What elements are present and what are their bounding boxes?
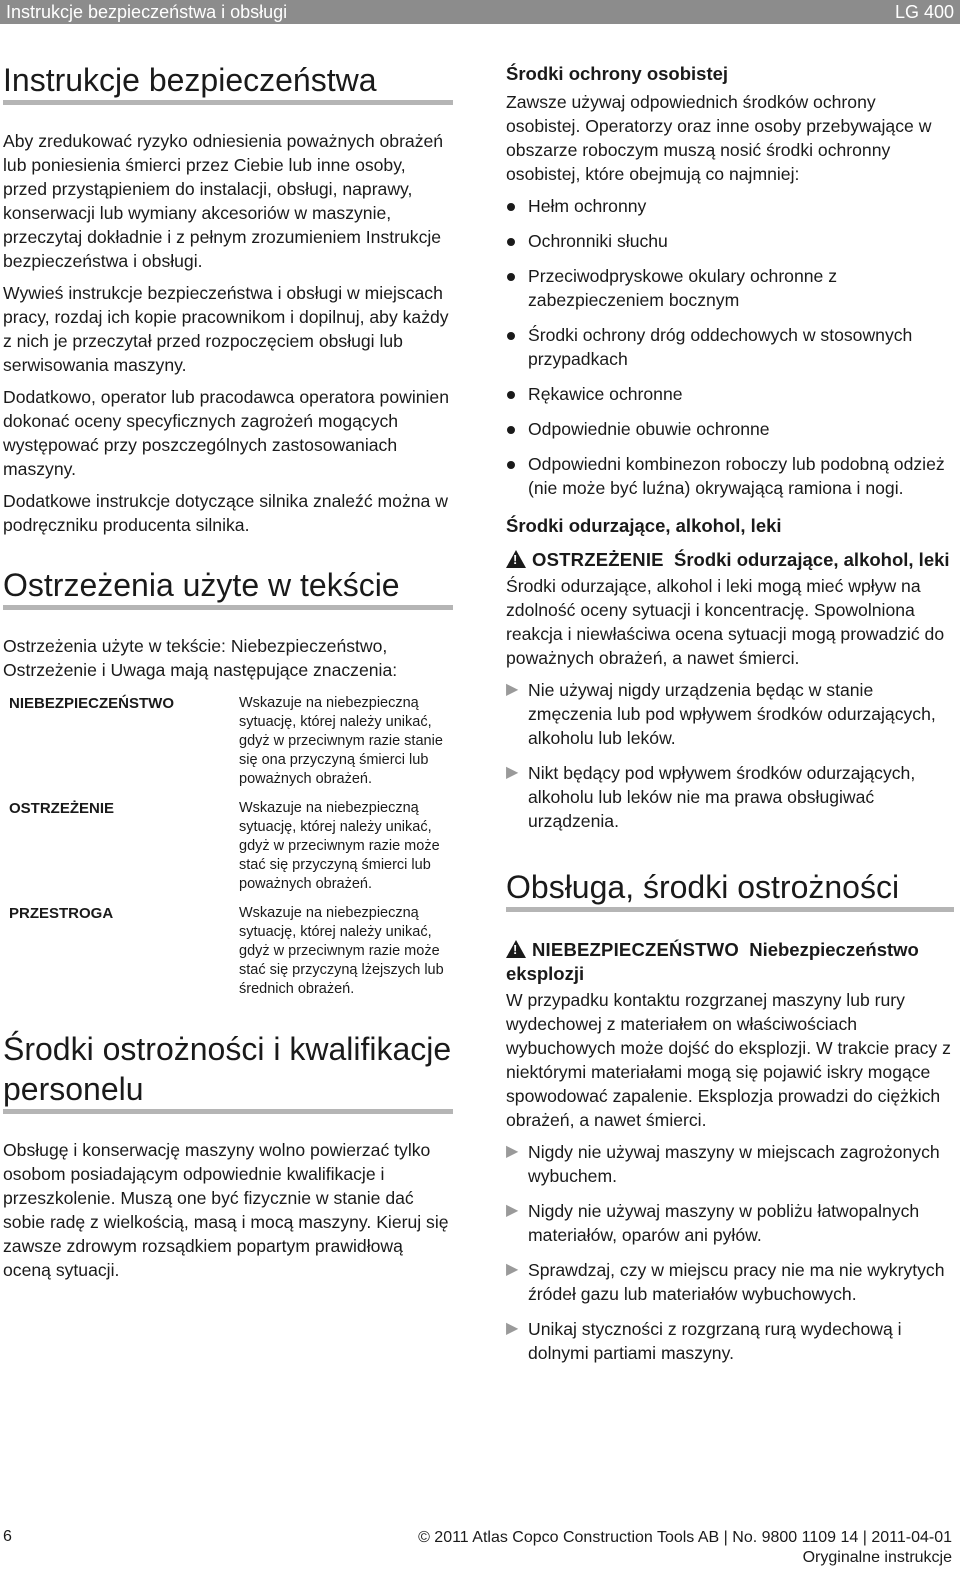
signal-word-description: Wskazuje na niebezpieczną sytuację, której należy unikać, gdyż w przeciwnym razie może stać się przyczyną lżejszych lub średnich obrażeń. <box>239 905 444 997</box>
arrow-right-icon: ▶ <box>506 681 519 698</box>
section-title-qualifications: Środki ostrożności i kwalifikacje personelu <box>3 1031 452 1107</box>
section-title-warnings: Ostrzeżenia użyte w tekście <box>3 567 400 603</box>
ppe-list <box>506 194 954 500</box>
signal-word-description: Wskazuje na niebezpieczną sytuację, której należy unikać, gdyż w przeciwnym razie może stać się przyczyną śmierci lub poważnych obrażeń. <box>239 800 440 892</box>
bullet-dot-icon <box>507 203 515 211</box>
paragraph: W przypadku kontaktu rozgrzanej maszyny lub rury wydechowej z materiałem on właściwościach wybuchowych może dojść do eksplozji. W trakcie pracy z niektórymi materiałami mogą się pojawić iskry mogące spowodować zapalenie. Eksplozja prowadzi do ciężkich obrażeń, a nawet śmierci. <box>506 990 951 1130</box>
page-number: 6 <box>3 1528 12 1545</box>
original-note: Oryginalne instrukcje <box>802 1549 952 1566</box>
warning-triangle-icon <box>506 940 526 958</box>
paragraph: Ostrzeżenia użyte w tekście: Niebezpieczeństwo, Ostrzeżenie i Uwaga mają następujące znaczenia: <box>3 636 398 680</box>
bullet-dot-icon <box>507 461 515 469</box>
page-header <box>0 0 960 24</box>
danger-keyword: NIEBEZPIECZEŃSTWO <box>532 939 739 960</box>
section-title-operation: Obsługa, środki ostrożności <box>506 869 900 905</box>
signal-word: NIEBEZPIECZEŃSTWO <box>9 695 175 712</box>
paragraph: Aby zredukować ryzyko odniesienia poważnych obrażeń lub poniesienia śmierci przez Ciebie lub inne osoby, przed przystąpieniem do instalacji, obsługi, naprawy, konserwacji lub wymiany akcesoriów w maszynie, przeczytaj dokładnie i z pełnym zrozumieniem Instrukcje bezpieczeństwa i obsługi. <box>3 131 444 271</box>
list-item: ▶ Unikaj styczności z rozgrzaną rurą wydechową i dolnymi partiami maszyny. <box>506 1319 902 1363</box>
arrow-right-icon: ▶ <box>506 1261 519 1278</box>
danger-heading <box>506 938 954 986</box>
list-item: ▶ Nigdy nie używaj maszyny w miejscach zagrożonych wybuchem. <box>506 1142 940 1186</box>
section-rule <box>3 605 453 610</box>
signal-word: PRZESTROGA <box>9 905 114 922</box>
right-column <box>506 62 954 1376</box>
paragraph: Środki odurzające, alkohol i leki mogą mieć wpływ na zdolność oceny sytuacji i koncentrację. Spowolniona reakcja i niewłaściwa ocena sytuacji mogą prowadzić do poważnych obrażeń, a nawet śmierci. <box>506 576 945 668</box>
signal-word-description: Wskazuje na niebezpieczną sytuację, której należy unikać, gdyż w przeciwnym razie stanie się ona przyczyną śmierci lub poważnych obrażeń. <box>239 695 443 787</box>
arrow-right-icon: ▶ <box>506 764 519 781</box>
left-column <box>3 60 453 1290</box>
section-rule <box>3 100 453 105</box>
paragraph: Dodatkowe instrukcje dotyczące silnika znaleźć można w podręczniku producenta silnika. <box>3 491 448 535</box>
section-title-safety: Instrukcje bezpieczeństwa <box>3 62 377 98</box>
list-item: Przeciwodpryskowe okulary ochronne z zabezpieczeniem bocznym <box>506 264 954 312</box>
warning-heading <box>506 548 954 572</box>
paragraph: Obsługę i konserwację maszyny wolno powierzać tylko osobom posiadającym odpowiednie kwalifikacje i przeszkolenie. Muszą one być fizycznie w stanie dać sobie radę z wielkością, masą i mocą maszyny. Kieruj się zawsze zdrowym rozsądkiem popartym prawidłową oceną sytuacji. <box>3 1140 449 1280</box>
list-item: ▶ Sprawdzaj, czy w miejscu pracy nie ma nie wykrytych źródeł gazu lub materiałów wybuchowych. <box>506 1260 945 1304</box>
list-item: Odpowiedni kombinezon roboczy lub podobną odzież (nie może być luźna) okrywającą ramiona i nogi. <box>506 452 954 500</box>
list-item: Środki ochrony dróg oddechowych w stosownych przypadkach <box>506 323 954 371</box>
table-row <box>3 694 453 799</box>
paragraph: Dodatkowo, operator lub pracodawca operatora powinien dokonać oceny specyficznych zagrożeń mogących występować przy poszczególnych zastosowaniach maszyny. <box>3 387 449 479</box>
danger-actions <box>506 1140 954 1365</box>
section-rule <box>3 1109 453 1114</box>
table-row <box>3 799 453 904</box>
signal-word-table <box>3 694 453 1009</box>
header-model: LG 400 <box>894 1 954 22</box>
warning-title: Środki odurzające, alkohol, leki <box>674 549 950 570</box>
bullet-dot-icon <box>507 238 515 246</box>
list-item: Ochronniki słuchu <box>506 229 954 253</box>
bullet-dot-icon <box>507 391 515 399</box>
list-item: ▶ Nikt będący pod wpływem środków odurzających, alkoholu lub leków nie ma prawa obsługiwać urządzenia. <box>506 763 916 831</box>
header-title: Instrukcje bezpieczeństwa i obsługi <box>6 1 288 22</box>
list-item: ▶ Nigdy nie używaj maszyny w pobliżu łatwopalnych materiałów, oparów ani pyłów. <box>506 1201 920 1245</box>
arrow-right-icon: ▶ <box>506 1202 519 1219</box>
signal-word: OSTRZEŻENIE <box>9 800 115 817</box>
list-item: ▶ Nie używaj nigdy urządzenia będąc w stanie zmęczenia lub pod wpływem środków odurzających, alkoholu lub leków. <box>506 680 936 748</box>
table-row <box>3 904 453 1009</box>
footer-copyright <box>418 1528 952 1568</box>
subsection-title-drugs: Środki odurzające, alkohol, leki <box>506 515 782 536</box>
warning-actions <box>506 678 954 833</box>
bullet-dot-icon <box>507 426 515 434</box>
list-item: Odpowiednie obuwie ochronne <box>506 417 954 441</box>
warning-keyword: OSTRZEŻENIE <box>532 549 664 570</box>
list-item: Hełm ochronny <box>506 194 954 218</box>
subsection-title-ppe: Środki ochrony osobistej <box>506 63 729 84</box>
bullet-dot-icon <box>507 273 515 281</box>
paragraph: Zawsze używaj odpowiednich środków ochrony osobistej. Operatorzy oraz inne osoby przebywające w obszarze roboczym muszą nosić środki ochronny osobistej, które obejmują co najmniej: <box>506 92 932 184</box>
bullet-dot-icon <box>507 332 515 340</box>
copyright-line: © 2011 Atlas Copco Construction Tools AB | No. 9800 1109 14 | 2011-04-01 <box>418 1529 952 1546</box>
warning-triangle-icon <box>506 550 526 568</box>
arrow-right-icon: ▶ <box>506 1143 519 1160</box>
danger-title: Niebezpieczeństwo eksplozji <box>506 939 919 984</box>
paragraph: Wywieś instrukcje bezpieczeństwa i obsługi w miejscach pracy, rozdaj ich kopie pracownikom i dopilnuj, aby każdy z nich je przeczytał przed rozpoczęciem obsługi lub serwisowania maszyny. <box>3 283 449 375</box>
section-rule <box>506 907 954 912</box>
arrow-right-icon: ▶ <box>506 1320 519 1337</box>
list-item: Rękawice ochronne <box>506 382 954 406</box>
